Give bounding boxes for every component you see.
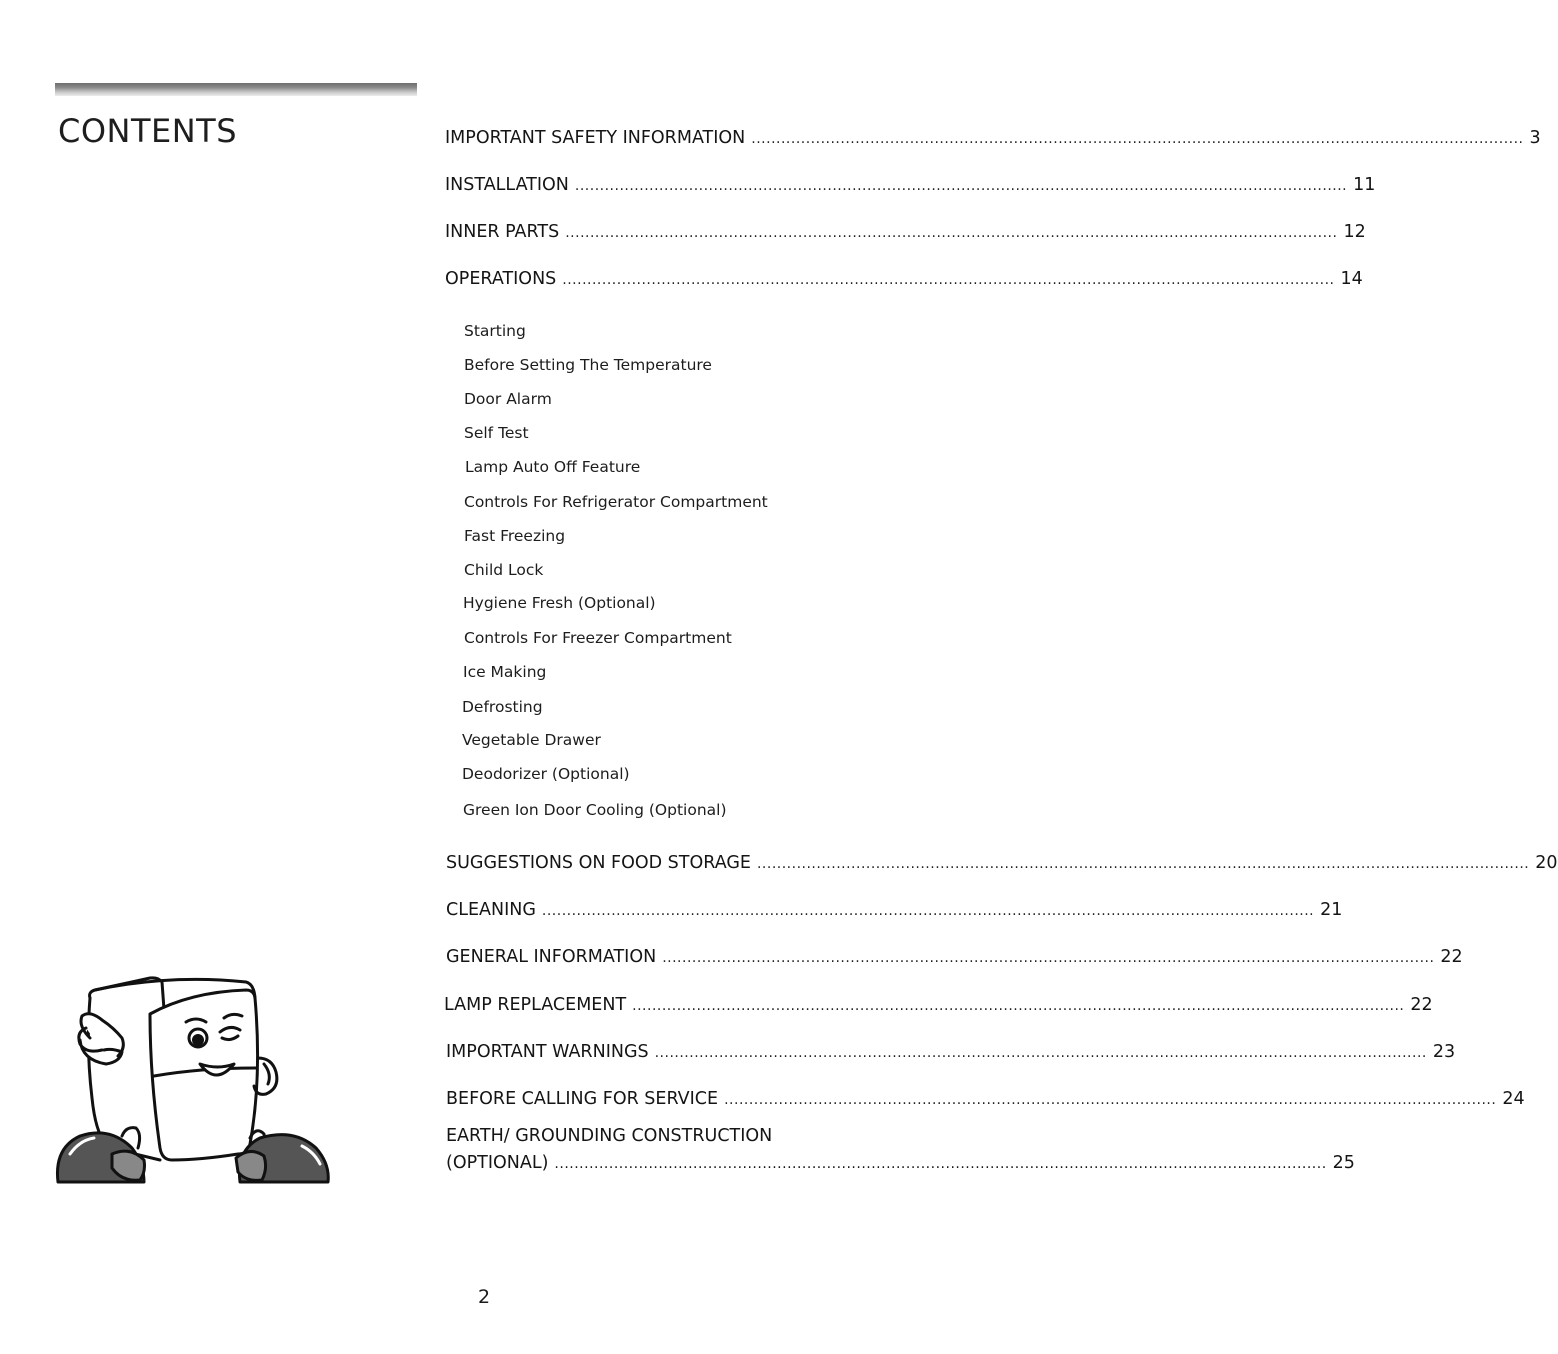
toc-subentry[interactable]: Controls For Freezer Compartment bbox=[464, 629, 732, 647]
toc-entry-page: 21 bbox=[1320, 900, 1343, 920]
toc-subentry[interactable]: Fast Freezing bbox=[464, 527, 566, 545]
toc-leader-dots: ............................................................................................................................................................ bbox=[724, 1092, 1497, 1108]
toc-entry-page: 22 bbox=[1440, 947, 1463, 967]
toc-subentry[interactable]: Self Test bbox=[464, 424, 529, 442]
toc-entry-page: 11 bbox=[1353, 175, 1376, 195]
toc-entry-label: BEFORE CALLING FOR SERVICE bbox=[446, 1089, 719, 1109]
toc-entry[interactable] bbox=[446, 1089, 1525, 1109]
toc-entry-page: 14 bbox=[1340, 269, 1363, 289]
toc-entry[interactable] bbox=[446, 1126, 1355, 1173]
toc-leader-dots: ............................................................................................................................................................ bbox=[662, 950, 1435, 966]
toc-subentry[interactable]: Child Lock bbox=[464, 561, 544, 579]
toc-subentry[interactable]: Hygiene Fresh (Optional) bbox=[463, 594, 656, 612]
toc-subentry[interactable]: Lamp Auto Off Feature bbox=[465, 458, 641, 476]
toc-entry-page: 23 bbox=[1432, 1042, 1456, 1062]
toc-entry[interactable] bbox=[445, 128, 1541, 148]
toc-subentry[interactable]: Vegetable Drawer bbox=[462, 731, 601, 749]
toc-entry-page: 20 bbox=[1535, 853, 1558, 873]
toc-entry-page: 12 bbox=[1343, 222, 1366, 242]
refrigerator-mascot-illustration bbox=[50, 968, 335, 1188]
toc-entry[interactable] bbox=[445, 222, 1366, 242]
toc-entry-label: IMPORTANT WARNINGS bbox=[446, 1042, 649, 1062]
toc-leader-dots: ............................................................................................................................................................ bbox=[541, 903, 1315, 919]
toc-entry-page: 22 bbox=[1410, 995, 1433, 1015]
toc-leader-dots: ............................................................................................................................................................ bbox=[654, 1045, 1427, 1061]
toc-entry-label: EARTH/ GROUNDING CONSTRUCTION bbox=[446, 1126, 773, 1146]
toc-entry-label: SUGGESTIONS ON FOOD STORAGE bbox=[446, 853, 751, 873]
toc-entry[interactable] bbox=[445, 175, 1376, 195]
toc-entry-label: LAMP REPLACEMENT bbox=[444, 995, 627, 1015]
toc-leader-dots: ............................................................................................................................................................ bbox=[632, 998, 1405, 1014]
toc-subentry[interactable]: Before Setting The Temperature bbox=[464, 356, 712, 374]
toc-entry[interactable] bbox=[446, 1042, 1456, 1062]
toc-entry-label: GENERAL INFORMATION bbox=[446, 947, 657, 967]
toc-entry-label: INNER PARTS bbox=[445, 222, 560, 242]
page-number: 2 bbox=[477, 1286, 491, 1308]
toc-entry[interactable] bbox=[444, 995, 1433, 1015]
toc-entry-label: INSTALLATION bbox=[445, 175, 569, 195]
toc-entry-label-continued: (OPTIONAL) bbox=[446, 1153, 549, 1173]
toc-leader-dots: ............................................................................................................................................................ bbox=[565, 225, 1338, 241]
toc-entry-page: 25 bbox=[1332, 1153, 1355, 1173]
toc-leader-dots: ............................................................................................................................................................ bbox=[554, 1156, 1327, 1172]
toc-leader-dots: ............................................................................................................................................................ bbox=[756, 856, 1530, 872]
toc-subentry[interactable]: Starting bbox=[464, 322, 526, 340]
toc-entry[interactable] bbox=[446, 900, 1343, 920]
toc-entry-page: 24 bbox=[1502, 1089, 1525, 1109]
toc-entry-label: CLEANING bbox=[446, 900, 536, 920]
header-rule bbox=[55, 83, 417, 96]
toc-entry-page: 3 bbox=[1529, 128, 1541, 148]
toc-subentry[interactable]: Controls For Refrigerator Compartment bbox=[464, 493, 768, 511]
toc-subentry[interactable]: Defrosting bbox=[462, 698, 543, 716]
toc-entry[interactable] bbox=[446, 947, 1463, 967]
toc-leader-dots: ............................................................................................................................................................ bbox=[562, 272, 1335, 288]
toc-leader-dots: ............................................................................................................................................................ bbox=[574, 178, 1348, 194]
toc-subentry[interactable]: Ice Making bbox=[463, 663, 547, 681]
toc-subentry[interactable]: Green Ion Door Cooling (Optional) bbox=[463, 801, 727, 819]
toc-subentry[interactable]: Door Alarm bbox=[464, 390, 552, 408]
toc-entry-label: IMPORTANT SAFETY INFORMATION bbox=[445, 128, 746, 148]
toc-leader-dots: ............................................................................................................................................................ bbox=[751, 131, 1524, 147]
toc-subentry[interactable]: Deodorizer (Optional) bbox=[462, 765, 630, 783]
page-title: CONTENTS bbox=[58, 112, 238, 150]
toc-entry[interactable] bbox=[445, 269, 1363, 289]
toc-entry[interactable] bbox=[446, 853, 1558, 873]
toc-entry-label: OPERATIONS bbox=[445, 269, 557, 289]
